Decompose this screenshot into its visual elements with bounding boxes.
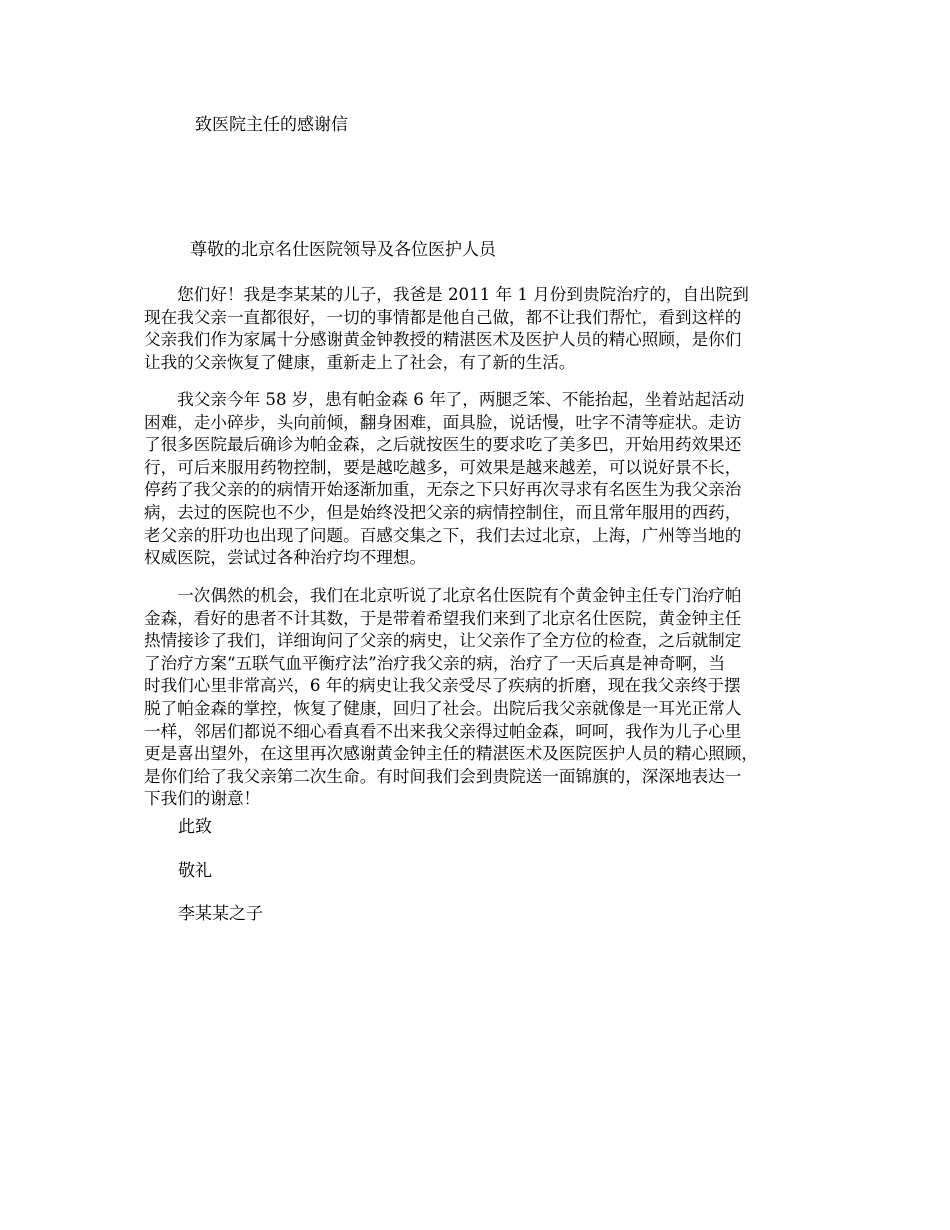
paragraph-line: 病，去过的医院也不少，但是始终没把父亲的病情控制住，而且常年服用的西药， bbox=[144, 502, 742, 522]
paragraph-1 bbox=[144, 284, 804, 374]
paragraph-line: 现在我父亲一直都很好，一切的事情都是他自己做，都不让我们帮忙，看到这样的 bbox=[144, 307, 742, 327]
paragraph-line: 了很多医院最后确诊为帕金森，之后就按医生的要求吃了美多巴，开始用药效果还 bbox=[144, 435, 742, 455]
paragraph-line: 时我们心里非常高兴，6 年的病史让我父亲受尽了疾病的折磨，现在我父亲终于摆 bbox=[144, 676, 741, 696]
letter-title: 致医院主任的感谢信 bbox=[195, 115, 348, 135]
paragraph-line: 金森，看好的患者不计其数，于是带着希望我们来到了北京名仕医院，黄金钟主任 bbox=[144, 608, 742, 628]
paragraph-line: 一次偶然的机会，我们在北京听说了北京名仕医院有个黄金钟主任专门治疗帕 bbox=[144, 586, 742, 605]
paragraph-line: 一样，邻居们都说不细心看真看不出来我父亲得过帕金森，呵呵，我作为儿子心里 bbox=[144, 721, 742, 741]
paragraph-line: 脱了帕金森的掌控，恢复了健康，回归了社会。出院后我父亲就像是一耳光正常人 bbox=[144, 698, 742, 718]
closing-line-2: 敬礼 bbox=[178, 861, 212, 881]
paragraph-line: 您们好！我是李某某的儿子，我爸是 2011 年 1 月份到贵院治疗的，自出院到 bbox=[144, 285, 749, 304]
paragraph-2 bbox=[144, 389, 804, 570]
paragraph-line: 我父亲今年 58 岁，患有帕金森 6 年了，两腿乏笨、不能抬起，坐着站起活动 bbox=[144, 390, 745, 409]
paragraph-line: 停药了我父亲的的病情开始逐渐加重，无奈之下只好再次寻求有名医生为我父亲治 bbox=[144, 480, 742, 500]
paragraph-line: 热情接诊了我们，详细询问了父亲的病史，让父亲作了全方位的检查，之后就制定 bbox=[144, 631, 742, 651]
paragraph-line: 权威医院，尝试过各种治疗均不理想。 bbox=[144, 548, 427, 568]
closing-line-1: 此致 bbox=[178, 817, 212, 837]
signature: 李某某之子 bbox=[178, 904, 263, 924]
paragraph-line: 行，可后来服用药物控制，要是越吃越多，可效果是越来越差，可以说好景不长， bbox=[144, 457, 742, 477]
paragraph-line: 老父亲的肝功也出现了问题。百感交集之下，我们去过北京，上海，广州等当地的 bbox=[144, 525, 742, 545]
paragraph-line: 下我们的谢意！ bbox=[144, 789, 261, 809]
paragraph-line: 父亲我们作为家属十分感谢黄金钟教授的精湛医术及医护人员的精心照顾，是你们 bbox=[144, 330, 742, 350]
paragraph-line: 更是喜出望外，在这里再次感谢黄金钟主任的精湛医术及医院医护人员的精心照顾， bbox=[144, 744, 758, 764]
paragraph-line: 让我的父亲恢复了健康，重新走上了社会，有了新的生活。 bbox=[144, 352, 576, 372]
paragraph-line: 困难，走小碎步，头向前倾，翻身困难，面具脸，说话慢，吐字不清等症状。走访 bbox=[144, 412, 742, 432]
paragraph-3 bbox=[144, 585, 804, 811]
paragraph-line: 是你们给了我父亲第二次生命。有时间我们会到贵院送一面锦旗的，深深地表达一 bbox=[144, 766, 742, 786]
letter-salutation: 尊敬的北京名仕医院领导及各位医护人员 bbox=[190, 240, 496, 260]
paragraph-line: 了治疗方案“五联气血平衡疗法”治疗我父亲的病，治疗了一天后真是神奇啊，当 bbox=[144, 653, 726, 673]
